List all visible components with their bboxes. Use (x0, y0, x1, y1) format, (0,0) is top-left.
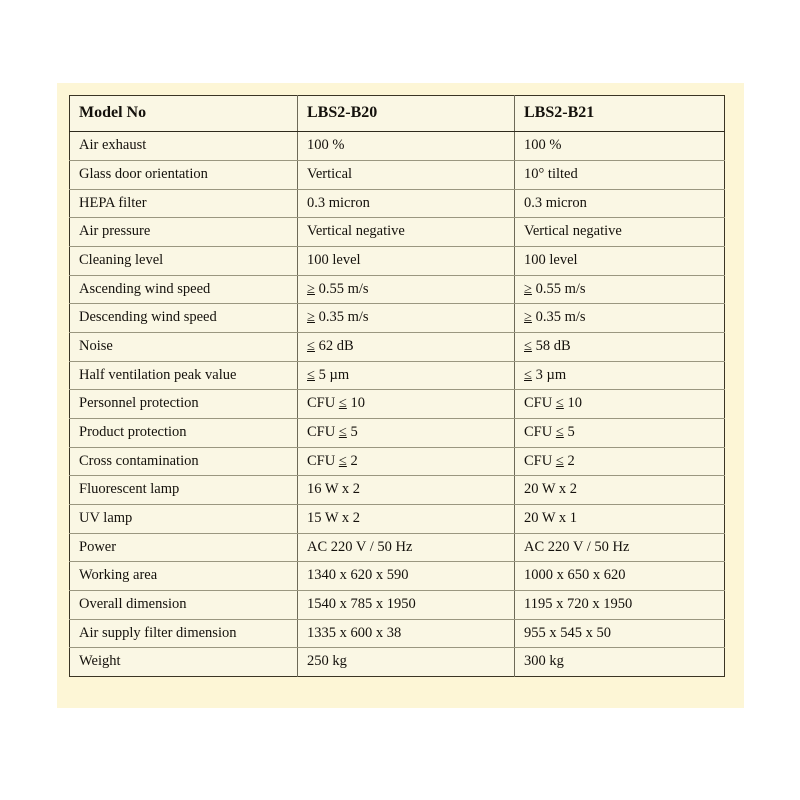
cell-lbs2-b20: ≤ 62 dB (298, 333, 515, 362)
cell-lbs2-b20: 1335 x 600 x 38 (298, 619, 515, 648)
cell-lbs2-b21: 955 x 545 x 50 (515, 619, 725, 648)
table-row (70, 476, 725, 505)
table-row (70, 189, 725, 218)
table-row (70, 390, 725, 419)
row-label: Descending wind speed (70, 304, 298, 333)
row-label: Product protection (70, 419, 298, 448)
row-label: Power (70, 533, 298, 562)
table-row (70, 333, 725, 362)
row-label: Ascending wind speed (70, 275, 298, 304)
relational-operator: ≤ (555, 395, 564, 412)
table-row (70, 591, 725, 620)
cell-lbs2-b20: 250 kg (298, 648, 515, 677)
cell-lbs2-b20: ≥ 0.55 m/s (298, 275, 515, 304)
relational-operator: ≤ (338, 395, 347, 412)
cell-lbs2-b21: 300 kg (515, 648, 725, 677)
table-row (70, 562, 725, 591)
cell-lbs2-b21: 20 W x 2 (515, 476, 725, 505)
row-label: Cleaning level (70, 247, 298, 276)
cell-lbs2-b20: ≥ 0.35 m/s (298, 304, 515, 333)
relational-operator: ≥ (307, 280, 315, 297)
cell-lbs2-b21: AC 220 V / 50 Hz (515, 533, 725, 562)
relational-operator: ≤ (555, 452, 564, 469)
cell-lbs2-b21: 100 level (515, 247, 725, 276)
cell-lbs2-b20: AC 220 V / 50 Hz (298, 533, 515, 562)
relational-operator: ≤ (524, 366, 532, 383)
cell-lbs2-b20: 15 W x 2 (298, 505, 515, 534)
cell-lbs2-b21: ≤ 58 dB (515, 333, 725, 362)
cell-lbs2-b21: ≤ 3 µm (515, 361, 725, 390)
table-row (70, 218, 725, 247)
cell-lbs2-b20: 100 % (298, 132, 515, 161)
cell-lbs2-b20: 1540 x 785 x 1950 (298, 591, 515, 620)
column-header-lbs2-b21: LBS2-B21 (515, 96, 725, 132)
row-label: Air supply filter dimension (70, 619, 298, 648)
cell-lbs2-b20: CFU ≤ 10 (298, 390, 515, 419)
cell-lbs2-b20: Vertical negative (298, 218, 515, 247)
cell-lbs2-b21: CFU ≤ 5 (515, 419, 725, 448)
table-body (70, 132, 725, 677)
row-label: Air pressure (70, 218, 298, 247)
table-row (70, 247, 725, 276)
cell-lbs2-b21: ≥ 0.35 m/s (515, 304, 725, 333)
row-label: HEPA filter (70, 189, 298, 218)
cell-lbs2-b21: Vertical negative (515, 218, 725, 247)
table-row (70, 619, 725, 648)
row-label: UV lamp (70, 505, 298, 534)
cell-lbs2-b21: CFU ≤ 10 (515, 390, 725, 419)
row-label: Overall dimension (70, 591, 298, 620)
table-row (70, 648, 725, 677)
cell-lbs2-b21: ≥ 0.55 m/s (515, 275, 725, 304)
table-row (70, 132, 725, 161)
column-header-model-no: Model No (70, 96, 298, 132)
table-header-row (70, 96, 725, 132)
row-label: Air exhaust (70, 132, 298, 161)
relational-operator: ≤ (338, 452, 347, 469)
cell-lbs2-b20: 16 W x 2 (298, 476, 515, 505)
relational-operator: ≤ (338, 424, 347, 441)
relational-operator: ≥ (307, 309, 315, 326)
table-header (70, 96, 725, 132)
cell-lbs2-b21: 1195 x 720 x 1950 (515, 591, 725, 620)
cell-lbs2-b20: 100 level (298, 247, 515, 276)
table-row (70, 161, 725, 190)
row-label: Fluorescent lamp (70, 476, 298, 505)
cell-lbs2-b20: 1340 x 620 x 590 (298, 562, 515, 591)
table-row (70, 419, 725, 448)
column-header-lbs2-b20: LBS2-B20 (298, 96, 515, 132)
cell-lbs2-b20: ≤ 5 µm (298, 361, 515, 390)
cell-lbs2-b21: 1000 x 650 x 620 (515, 562, 725, 591)
relational-operator: ≤ (555, 424, 564, 441)
cell-lbs2-b21: 100 % (515, 132, 725, 161)
relational-operator: ≤ (524, 338, 532, 355)
cell-lbs2-b21: CFU ≤ 2 (515, 447, 725, 476)
table-row (70, 275, 725, 304)
spec-panel (57, 83, 744, 708)
row-label: Half ventilation peak value (70, 361, 298, 390)
cell-lbs2-b20: 0.3 micron (298, 189, 515, 218)
row-label: Working area (70, 562, 298, 591)
row-label: Cross contamination (70, 447, 298, 476)
cell-lbs2-b20: CFU ≤ 2 (298, 447, 515, 476)
relational-operator: ≤ (307, 338, 315, 355)
table-row (70, 304, 725, 333)
row-label: Glass door orientation (70, 161, 298, 190)
table-row (70, 505, 725, 534)
cell-lbs2-b21: 0.3 micron (515, 189, 725, 218)
row-label: Personnel protection (70, 390, 298, 419)
cell-lbs2-b20: CFU ≤ 5 (298, 419, 515, 448)
relational-operator: ≥ (524, 280, 532, 297)
cell-lbs2-b21: 10° tilted (515, 161, 725, 190)
relational-operator: ≥ (524, 309, 532, 326)
table-row (70, 447, 725, 476)
row-label: Weight (70, 648, 298, 677)
cell-lbs2-b20: Vertical (298, 161, 515, 190)
row-label: Noise (70, 333, 298, 362)
relational-operator: ≤ (307, 366, 315, 383)
table-row (70, 533, 725, 562)
cell-lbs2-b21: 20 W x 1 (515, 505, 725, 534)
specification-table (69, 95, 725, 677)
table-row (70, 361, 725, 390)
